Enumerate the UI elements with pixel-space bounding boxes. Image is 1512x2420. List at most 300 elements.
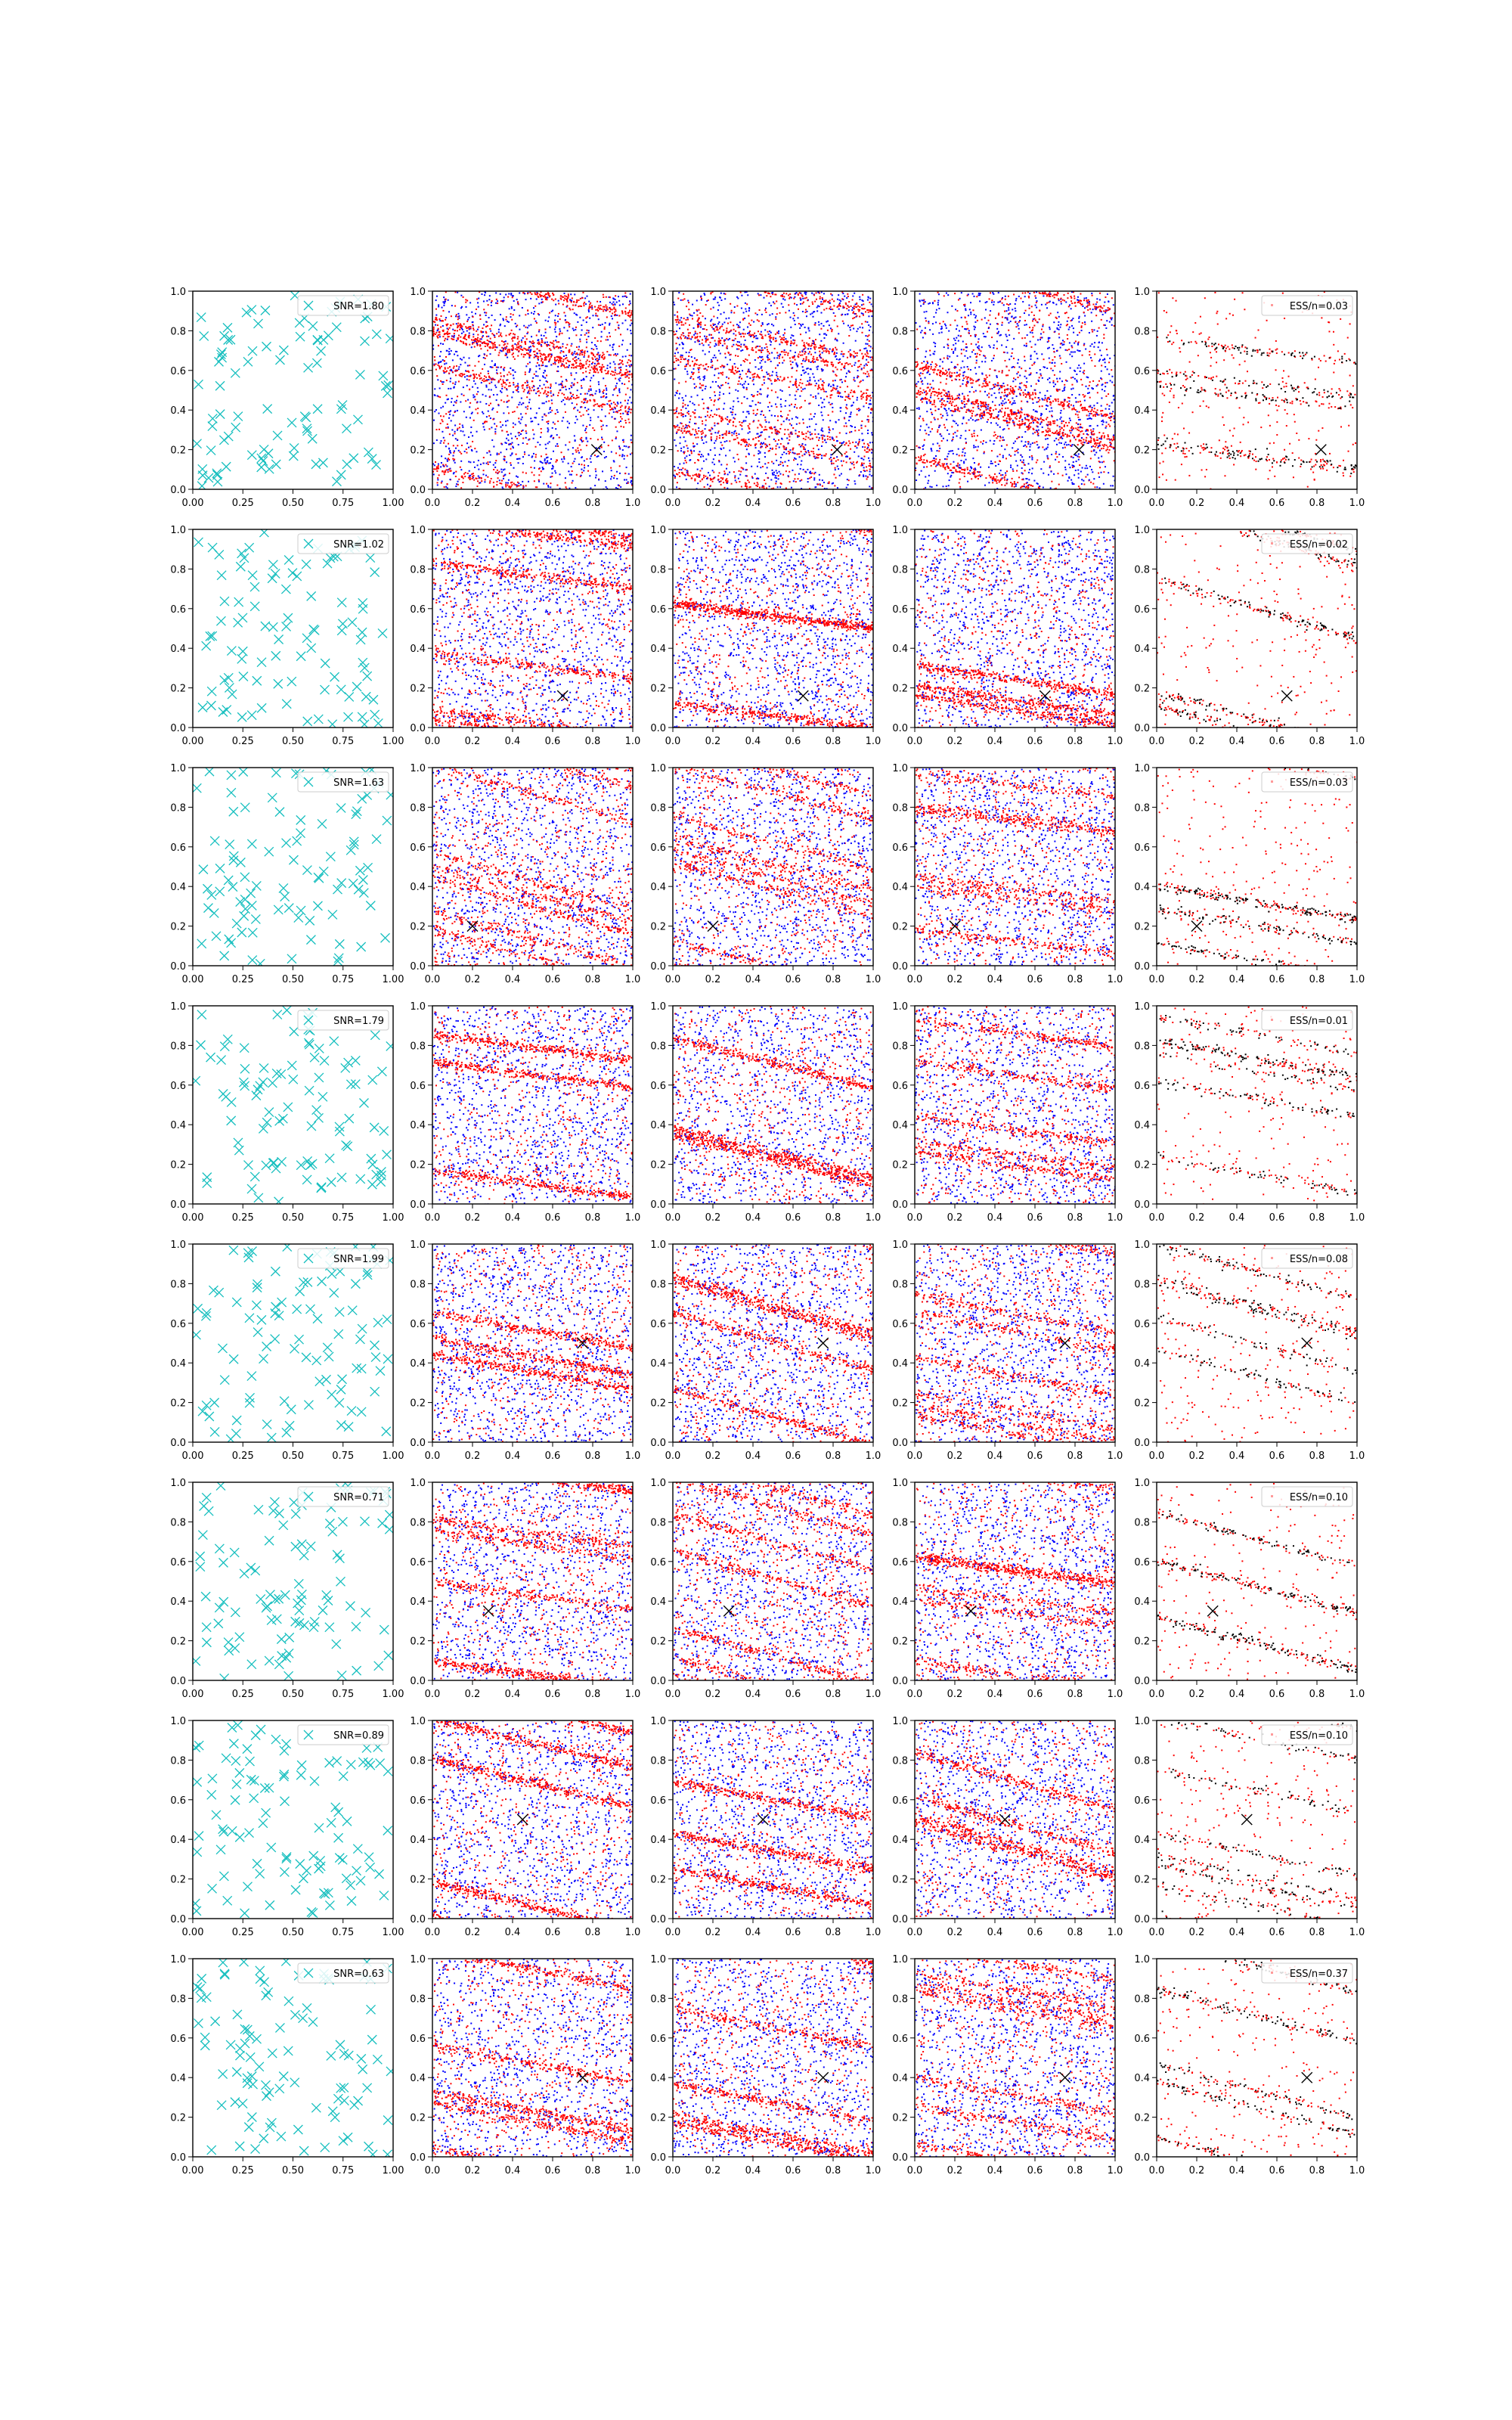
posterior-sample bbox=[581, 475, 582, 476]
posterior-sample bbox=[542, 375, 544, 377]
posterior-sample bbox=[465, 326, 466, 327]
posterior-sample bbox=[839, 379, 841, 380]
posterior-sample bbox=[435, 332, 437, 334]
posterior-sample bbox=[575, 416, 577, 417]
posterior-sample bbox=[550, 386, 552, 387]
sample-point bbox=[349, 454, 358, 463]
posterior-sample bbox=[485, 385, 487, 386]
x-tick-label: 0.0 bbox=[425, 498, 441, 509]
posterior-sample bbox=[462, 482, 463, 483]
posterior-sample bbox=[541, 428, 542, 430]
posterior-sample bbox=[798, 431, 800, 433]
posterior-sample bbox=[742, 411, 744, 413]
posterior-sample bbox=[582, 297, 584, 299]
posterior-sample bbox=[769, 486, 770, 487]
posterior-sample bbox=[831, 390, 832, 392]
posterior-sample bbox=[677, 347, 678, 349]
posterior-sample bbox=[689, 433, 691, 434]
posterior-sample bbox=[785, 293, 787, 294]
posterior-sample bbox=[764, 309, 766, 311]
posterior-sample bbox=[699, 416, 700, 417]
posterior-sample bbox=[868, 374, 869, 375]
posterior-sample bbox=[491, 381, 492, 383]
posterior-sample bbox=[608, 371, 609, 372]
posterior-sample bbox=[751, 347, 753, 349]
posterior-sample bbox=[567, 427, 569, 428]
posterior-sample bbox=[553, 394, 554, 396]
posterior-sample bbox=[779, 447, 780, 448]
posterior-sample bbox=[674, 395, 676, 396]
posterior-sample bbox=[754, 473, 756, 475]
posterior-sample bbox=[555, 428, 556, 430]
posterior-sample bbox=[442, 470, 444, 472]
posterior-sample bbox=[436, 296, 438, 297]
posterior-sample bbox=[446, 395, 448, 396]
posterior-sample bbox=[476, 374, 477, 375]
posterior-sample bbox=[838, 396, 839, 397]
posterior-sample bbox=[719, 472, 720, 473]
posterior-sample bbox=[463, 386, 464, 388]
marks-r1-c3 bbox=[673, 291, 875, 491]
posterior-sample bbox=[456, 340, 457, 341]
posterior-sample bbox=[823, 419, 824, 420]
posterior-sample bbox=[753, 438, 754, 439]
posterior-sample bbox=[493, 486, 494, 488]
posterior-sample bbox=[631, 480, 632, 482]
posterior-sample bbox=[484, 364, 485, 365]
posterior-sample bbox=[631, 355, 632, 356]
posterior-sample bbox=[798, 294, 799, 296]
posterior-sample bbox=[482, 380, 483, 381]
posterior-sample bbox=[848, 420, 850, 421]
posterior-sample bbox=[676, 321, 677, 323]
posterior-sample bbox=[759, 334, 761, 335]
posterior-sample bbox=[854, 308, 855, 309]
posterior-sample bbox=[443, 296, 445, 298]
posterior-sample bbox=[443, 437, 445, 439]
posterior-sample bbox=[813, 311, 815, 312]
posterior-sample bbox=[863, 467, 865, 468]
posterior-sample bbox=[577, 354, 578, 355]
posterior-sample bbox=[557, 420, 559, 422]
posterior-sample bbox=[552, 310, 553, 312]
posterior-sample bbox=[457, 325, 459, 327]
posterior-sample bbox=[516, 458, 518, 460]
posterior-sample bbox=[454, 462, 456, 464]
posterior-sample bbox=[596, 301, 598, 302]
posterior-sample bbox=[586, 333, 587, 334]
posterior-sample bbox=[622, 364, 624, 365]
posterior-sample bbox=[491, 427, 492, 428]
posterior-sample bbox=[829, 302, 831, 304]
posterior-sample bbox=[506, 461, 507, 463]
posterior-sample bbox=[469, 402, 471, 404]
posterior-sample bbox=[702, 455, 704, 457]
posterior-sample bbox=[590, 438, 591, 439]
posterior-sample bbox=[735, 370, 736, 371]
posterior-sample bbox=[785, 447, 787, 448]
posterior-sample bbox=[857, 366, 859, 368]
posterior-sample bbox=[513, 309, 515, 311]
posterior-sample bbox=[766, 421, 767, 423]
posterior-sample bbox=[507, 389, 508, 390]
posterior-sample bbox=[675, 368, 677, 369]
posterior-sample bbox=[729, 338, 730, 340]
posterior-sample bbox=[498, 381, 500, 383]
posterior-sample bbox=[494, 467, 496, 468]
posterior-sample bbox=[686, 364, 687, 365]
posterior-sample bbox=[562, 304, 564, 306]
posterior-sample bbox=[496, 367, 497, 368]
posterior-sample bbox=[438, 467, 439, 469]
posterior-sample bbox=[601, 437, 603, 439]
posterior-sample bbox=[433, 442, 435, 444]
posterior-sample bbox=[614, 475, 615, 476]
posterior-sample bbox=[718, 373, 720, 374]
posterior-sample bbox=[486, 452, 488, 454]
posterior-sample bbox=[452, 458, 454, 460]
posterior-sample bbox=[714, 340, 716, 342]
posterior-sample bbox=[525, 354, 526, 355]
posterior-sample bbox=[454, 433, 456, 434]
posterior-sample bbox=[578, 346, 580, 348]
posterior-sample bbox=[688, 302, 689, 303]
posterior-sample bbox=[716, 414, 717, 416]
posterior-sample bbox=[607, 365, 609, 366]
posterior-sample bbox=[816, 359, 817, 361]
posterior-sample bbox=[522, 481, 523, 482]
posterior-sample bbox=[546, 375, 547, 377]
posterior-sample bbox=[468, 447, 469, 448]
posterior-sample bbox=[570, 398, 572, 399]
posterior-sample bbox=[477, 412, 479, 414]
posterior-sample bbox=[628, 365, 630, 366]
posterior-sample bbox=[566, 305, 568, 306]
sample-point bbox=[242, 308, 251, 317]
posterior-sample bbox=[711, 433, 712, 435]
posterior-sample bbox=[517, 338, 519, 340]
posterior-sample bbox=[488, 379, 489, 380]
posterior-sample bbox=[869, 486, 870, 487]
posterior-sample bbox=[536, 294, 538, 296]
posterior-sample bbox=[746, 486, 748, 487]
x-tick-label: 0.50 bbox=[282, 498, 304, 509]
posterior-sample bbox=[604, 457, 606, 458]
posterior-sample bbox=[594, 485, 596, 486]
posterior-sample bbox=[506, 346, 507, 347]
posterior-sample bbox=[575, 361, 577, 363]
posterior-sample bbox=[759, 393, 761, 395]
posterior-sample bbox=[475, 399, 476, 400]
posterior-sample bbox=[619, 380, 621, 382]
posterior-sample bbox=[542, 361, 544, 363]
posterior-sample bbox=[448, 348, 450, 349]
posterior-sample bbox=[867, 343, 869, 345]
posterior-sample bbox=[698, 454, 699, 455]
posterior-sample bbox=[482, 423, 484, 424]
posterior-sample bbox=[618, 421, 620, 423]
posterior-sample bbox=[870, 346, 872, 347]
posterior-sample bbox=[526, 443, 528, 445]
posterior-sample bbox=[545, 415, 547, 417]
posterior-sample bbox=[627, 329, 628, 330]
posterior-sample bbox=[700, 327, 702, 328]
posterior-sample bbox=[627, 455, 628, 457]
posterior-sample bbox=[475, 408, 476, 410]
posterior-sample bbox=[494, 344, 496, 346]
posterior-sample bbox=[589, 364, 590, 365]
posterior-sample bbox=[707, 414, 708, 416]
sample-point bbox=[355, 370, 364, 379]
posterior-sample bbox=[549, 312, 550, 314]
posterior-sample bbox=[507, 431, 508, 433]
posterior-sample bbox=[479, 318, 481, 320]
posterior-sample bbox=[755, 337, 757, 339]
posterior-sample bbox=[513, 300, 515, 302]
posterior-sample bbox=[810, 434, 811, 436]
posterior-sample bbox=[433, 468, 435, 470]
posterior-sample bbox=[482, 327, 483, 329]
posterior-sample bbox=[628, 418, 630, 420]
posterior-sample bbox=[490, 346, 491, 348]
posterior-sample bbox=[566, 399, 568, 400]
posterior-sample bbox=[503, 478, 504, 479]
posterior-sample bbox=[836, 440, 838, 442]
posterior-sample bbox=[818, 405, 820, 406]
posterior-sample bbox=[803, 448, 804, 450]
posterior-sample bbox=[610, 467, 612, 469]
posterior-sample bbox=[440, 466, 442, 467]
posterior-sample bbox=[719, 454, 720, 455]
posterior-sample bbox=[622, 454, 624, 455]
posterior-sample bbox=[549, 408, 550, 410]
posterior-sample bbox=[770, 361, 772, 362]
posterior-sample bbox=[573, 383, 575, 385]
posterior-sample bbox=[469, 417, 471, 419]
posterior-sample bbox=[528, 389, 530, 391]
posterior-sample bbox=[859, 366, 860, 368]
posterior-sample bbox=[768, 334, 770, 335]
posterior-sample bbox=[746, 444, 748, 445]
posterior-sample bbox=[592, 358, 593, 360]
posterior-sample bbox=[720, 442, 722, 443]
posterior-sample bbox=[780, 443, 782, 445]
posterior-sample bbox=[461, 376, 463, 377]
posterior-sample bbox=[494, 433, 496, 434]
posterior-sample bbox=[600, 324, 601, 326]
posterior-sample bbox=[683, 452, 685, 454]
posterior-sample bbox=[789, 410, 791, 411]
posterior-sample bbox=[456, 314, 457, 315]
posterior-sample bbox=[731, 435, 733, 436]
posterior-sample bbox=[748, 334, 750, 336]
posterior-sample bbox=[702, 315, 704, 317]
posterior-sample bbox=[618, 388, 620, 389]
posterior-sample bbox=[841, 473, 842, 475]
posterior-sample bbox=[457, 313, 459, 315]
posterior-sample bbox=[812, 373, 813, 374]
posterior-sample bbox=[588, 311, 590, 312]
posterior-sample bbox=[544, 342, 546, 343]
posterior-sample bbox=[539, 380, 541, 381]
posterior-sample bbox=[802, 311, 804, 312]
posterior-sample bbox=[605, 385, 606, 386]
posterior-sample bbox=[566, 357, 568, 358]
posterior-sample bbox=[758, 376, 759, 377]
posterior-sample bbox=[767, 378, 769, 380]
posterior-sample bbox=[506, 383, 507, 385]
posterior-sample bbox=[821, 427, 823, 429]
posterior-sample bbox=[784, 299, 785, 301]
posterior-sample bbox=[685, 427, 686, 428]
posterior-sample bbox=[753, 455, 754, 456]
posterior-sample bbox=[531, 421, 532, 423]
posterior-sample bbox=[577, 410, 578, 411]
posterior-sample bbox=[569, 351, 570, 352]
posterior-sample bbox=[603, 424, 604, 426]
posterior-sample bbox=[626, 369, 627, 371]
posterior-sample bbox=[767, 395, 769, 396]
sample-point bbox=[261, 306, 270, 315]
posterior-sample bbox=[488, 428, 490, 430]
posterior-sample bbox=[830, 404, 832, 405]
posterior-sample bbox=[546, 396, 547, 397]
posterior-sample bbox=[735, 439, 736, 440]
posterior-sample bbox=[776, 448, 777, 449]
posterior-sample bbox=[798, 478, 799, 479]
posterior-sample bbox=[866, 478, 868, 479]
posterior-sample bbox=[523, 348, 525, 349]
posterior-sample bbox=[516, 406, 518, 408]
posterior-sample bbox=[720, 366, 721, 368]
posterior-sample bbox=[624, 408, 626, 409]
posterior-sample bbox=[527, 392, 528, 394]
posterior-sample bbox=[794, 458, 795, 459]
posterior-sample bbox=[823, 391, 825, 392]
posterior-sample bbox=[546, 454, 547, 455]
posterior-sample bbox=[593, 409, 595, 411]
posterior-sample bbox=[595, 315, 596, 316]
posterior-sample bbox=[603, 392, 604, 394]
posterior-sample bbox=[531, 457, 533, 458]
posterior-sample bbox=[801, 451, 802, 452]
posterior-sample bbox=[684, 430, 686, 432]
posterior-sample bbox=[519, 292, 520, 293]
posterior-sample bbox=[589, 475, 590, 476]
posterior-sample bbox=[477, 337, 479, 339]
posterior-sample bbox=[611, 303, 612, 305]
posterior-sample bbox=[559, 333, 561, 334]
posterior-sample bbox=[764, 361, 766, 363]
posterior-sample bbox=[518, 462, 519, 464]
posterior-sample bbox=[576, 395, 578, 396]
posterior-sample bbox=[624, 320, 626, 321]
posterior-sample bbox=[606, 316, 608, 318]
posterior-sample bbox=[557, 411, 559, 413]
posterior-sample bbox=[848, 335, 850, 337]
posterior-sample bbox=[488, 389, 490, 390]
posterior-sample bbox=[822, 297, 823, 299]
sample-point bbox=[231, 368, 240, 377]
sample-point bbox=[296, 332, 305, 341]
posterior-sample bbox=[502, 380, 503, 381]
posterior-sample bbox=[857, 414, 858, 415]
posterior-sample bbox=[808, 359, 810, 361]
posterior-sample bbox=[732, 368, 733, 369]
posterior-sample bbox=[540, 392, 541, 394]
posterior-sample bbox=[850, 306, 852, 307]
posterior-sample bbox=[487, 344, 488, 346]
posterior-sample bbox=[817, 455, 819, 456]
posterior-sample bbox=[530, 341, 531, 343]
posterior-sample bbox=[832, 482, 834, 484]
posterior-sample bbox=[449, 327, 451, 329]
posterior-sample bbox=[861, 299, 863, 301]
sample-point bbox=[332, 323, 341, 332]
posterior-sample bbox=[755, 404, 757, 405]
posterior-sample bbox=[763, 376, 764, 377]
posterior-sample bbox=[489, 480, 491, 482]
posterior-sample bbox=[866, 350, 868, 352]
posterior-sample bbox=[538, 387, 539, 389]
posterior-sample bbox=[440, 343, 442, 344]
posterior-sample bbox=[745, 309, 746, 310]
posterior-sample bbox=[711, 327, 713, 328]
posterior-sample bbox=[485, 380, 486, 382]
posterior-sample bbox=[775, 440, 776, 442]
posterior-sample bbox=[721, 417, 723, 418]
posterior-sample bbox=[702, 385, 704, 386]
posterior-sample bbox=[677, 390, 678, 392]
posterior-sample bbox=[679, 442, 680, 444]
posterior-sample bbox=[783, 448, 785, 449]
posterior-sample bbox=[686, 427, 688, 429]
posterior-sample bbox=[569, 388, 570, 389]
posterior-sample bbox=[510, 464, 512, 466]
posterior-sample bbox=[823, 293, 825, 294]
posterior-sample bbox=[457, 316, 459, 318]
posterior-sample bbox=[550, 356, 552, 358]
posterior-sample bbox=[854, 351, 855, 352]
posterior-sample bbox=[618, 373, 620, 374]
posterior-sample bbox=[621, 344, 623, 346]
posterior-sample bbox=[816, 436, 817, 438]
posterior-sample bbox=[508, 371, 510, 373]
posterior-sample bbox=[804, 444, 806, 445]
posterior-sample bbox=[438, 306, 439, 307]
posterior-sample bbox=[839, 432, 841, 433]
posterior-sample bbox=[561, 350, 562, 352]
posterior-sample bbox=[733, 433, 735, 434]
posterior-sample bbox=[820, 484, 821, 486]
posterior-sample bbox=[531, 389, 532, 391]
posterior-sample bbox=[481, 478, 482, 479]
posterior-sample bbox=[684, 458, 686, 459]
posterior-sample bbox=[790, 327, 792, 328]
posterior-sample bbox=[528, 313, 529, 315]
posterior-sample bbox=[724, 353, 726, 355]
posterior-sample bbox=[725, 357, 727, 358]
posterior-sample bbox=[844, 314, 846, 315]
posterior-sample bbox=[693, 327, 695, 329]
posterior-sample bbox=[597, 352, 599, 353]
posterior-sample bbox=[568, 297, 569, 299]
posterior-sample bbox=[534, 318, 535, 319]
posterior-sample bbox=[539, 444, 541, 445]
posterior-sample bbox=[564, 295, 565, 296]
posterior-sample bbox=[582, 425, 584, 427]
posterior-sample bbox=[447, 461, 448, 462]
